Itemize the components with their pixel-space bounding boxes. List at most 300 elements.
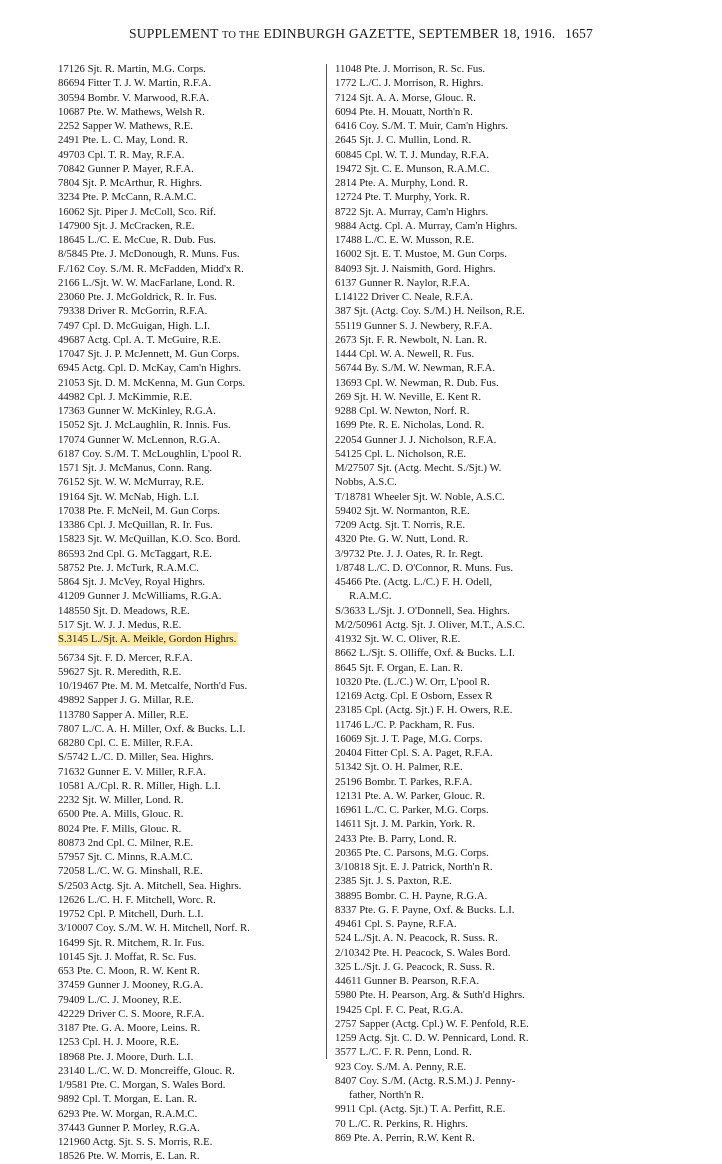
roll-entry-text: 71632 Gunner E. V. Miller, R.F.A.: [58, 765, 206, 778]
roll-entry-text: 1/9581 Pte. C. Morgan, S. Wales Bord.: [58, 1079, 226, 1091]
roll-entry-text: 7209 Actg. Sjt. T. Norris, R.E.: [335, 519, 466, 531]
roll-entry-text: 59402 Sjt. W. Normanton, R.E.: [335, 504, 470, 517]
left-entry: [58, 532, 380, 546]
left-entry: [58, 76, 380, 90]
left-entry: [58, 290, 380, 304]
right-entry: [335, 803, 657, 817]
left-entry: [58, 936, 380, 950]
left-entry: [58, 247, 380, 261]
right-entry: [335, 475, 657, 489]
right-entry: [335, 547, 657, 561]
right-entry: [335, 190, 657, 204]
roll-entry-text: 5980 Pte. H. Pearson, Arg. & Suth'd Highrs.: [335, 989, 525, 1002]
roll-entry-text: 11746 L./C. P. Packham, R. Fus.: [335, 718, 475, 731]
roll-entry-text: 3234 Pte. P. McCann, R.A.M.C.: [58, 191, 197, 204]
roll-entry-text: 3187 Pte. G. A. Moore, Leins. R.: [58, 1022, 201, 1034]
left-entry: [58, 618, 380, 632]
left-entry: [58, 105, 380, 119]
roll-entry-text: 16499 Sjt. R. Mitchem, R. Ir. Fus.: [58, 936, 205, 949]
right-entry: [335, 946, 657, 960]
left-entry: [58, 1149, 380, 1163]
right-entry: [335, 504, 657, 518]
roll-entry-text: 1571 Sjt. J. McManus, Conn. Rang.: [58, 462, 213, 474]
roll-entry-text: 7807 L./C. A. H. Miller, Oxf. & Bucks. L.I.: [58, 722, 246, 735]
roll-entry-text: 49687 Actg. Cpl. A. T. McGuire, R.E.: [58, 333, 221, 346]
roll-entry-text: 17074 Gunner W. McLennon, R.G.A.: [58, 433, 221, 446]
roll-entry-text: 79409 L./C. J. Mooney, R.E.: [58, 993, 182, 1006]
right-entry: [335, 1060, 657, 1074]
right-entry: [335, 760, 657, 774]
roll-entry-text: 30594 Bombr. V. Marwood, R.F.A.: [58, 91, 210, 104]
roll-entry-text: 20365 Pte. C. Parsons, M.G. Corps.: [335, 846, 489, 859]
roll-entry-text: L14122 Driver C. Neale, R.F.A.: [335, 291, 473, 303]
roll-entry-text: S/2503 Actg. Sjt. A. Mitchell, Sea. Highrs.: [58, 879, 242, 892]
left-entry: [58, 119, 380, 133]
roll-entry-text: 86694 Fitter T. J. W. Martin, R.F.A.: [58, 77, 212, 90]
roll-entry-text: 45466 Pte. (Actg. L./C.) F. H. Odell,: [335, 576, 493, 588]
roll-entry-text: 18526 Pte. W. Morris, E. Lan. R.: [58, 1150, 200, 1163]
left-entry: [58, 893, 380, 907]
left-entry: [58, 547, 380, 561]
roll-entry-text: 9288 Cpl. W. Newton, Norf. R.: [335, 405, 470, 417]
roll-entry-text: 1253 Cpl. H. J. Moore, R.E.: [58, 1036, 179, 1049]
roll-entry-text: 57957 Sjt. C. Minns, R.A.M.C.: [58, 851, 193, 863]
header-publication: EDINBURGH GAZETTE, SEPTEMBER 18, 1916.: [263, 26, 556, 41]
roll-entry-text: 72058 L./C. W. G. Minshall, R.E.: [58, 865, 203, 878]
left-entry: [58, 233, 380, 247]
roll-entry-text: R.A.M.C.: [349, 590, 392, 603]
roll-entry-text: 16069 Sjt. J. T. Page, M.G. Corps.: [335, 732, 483, 745]
roll-entry-text: 70842 Gunner P. Mayer, R.F.A.: [58, 162, 194, 175]
roll-entry-text: 2385 Sjt. J. S. Paxton, R.E.: [335, 875, 452, 888]
roll-entry-text: 14611 Sjt. J. M. Parkin, York. R.: [335, 818, 476, 831]
left-entry: [58, 1078, 380, 1092]
roll-entry-text: 19752 Cpl. P. Mitchell, Durh. L.I.: [58, 908, 204, 920]
left-entry: [58, 1021, 380, 1035]
right-entry: [335, 333, 657, 347]
roll-entry-text: 76152 Sjt. W. W. McMurray, R.E.: [58, 476, 204, 489]
roll-entry-text: T/18781 Wheeler Sjt. W. Noble, A.S.C.: [335, 490, 505, 503]
roll-entry-text: 2757 Sapper (Actg. Cpl.) W. F. Penfold, R.E.: [335, 1017, 529, 1030]
roll-entry-text: 8337 Pte. G. F. Payne, Oxf. & Bucks. L.I.: [335, 903, 515, 916]
roll-entry-text: 8024 Pte. F. Mills, Glouc. R.: [58, 822, 182, 835]
left-entry: [58, 822, 380, 836]
roll-entry-text: 15052 Sjt. J. McLaughlin, R. Innis. Fus.: [58, 419, 231, 432]
right-entry: [335, 219, 657, 233]
roll-entry-text: 148550 Sjt. D. Meadows, R.E.: [58, 604, 190, 617]
left-entry: [58, 148, 380, 162]
left-entry: [58, 651, 380, 665]
right-entry: [335, 105, 657, 119]
right-entry: [335, 361, 657, 375]
right-entry: [335, 532, 657, 546]
roll-entry-text: 79338 Driver R. McGorrin, R.F.A.: [58, 305, 208, 318]
roll-entry-text: 6416 Coy. S./M. T. Muir, Cam'n Highrs.: [335, 120, 509, 132]
right-entry: [335, 661, 657, 675]
roll-entry-text: 19164 Sjt. W. McNab, High. L.I.: [58, 490, 200, 503]
roll-entry-text: 3/10818 Sjt. E. J. Patrick, North'n R.: [335, 861, 493, 873]
left-entry: [58, 779, 380, 793]
left-entry: [58, 276, 380, 290]
left-entry: [58, 993, 380, 1007]
left-entry: [58, 807, 380, 821]
roll-entry-text: 1772 L./C. J. Morrison, R. Highrs.: [335, 77, 484, 90]
roll-entry-text: 56744 By. S./M. W. Newman, R.F.A.: [335, 362, 496, 375]
right-entry: [335, 404, 657, 418]
left-entry: [58, 304, 380, 318]
left-entry: [58, 347, 380, 361]
roll-entry-text: 10320 Pte. (L./C.) W. Orr, L'pool R.: [335, 675, 490, 688]
left-entry: [58, 504, 380, 518]
right-entry: [335, 746, 657, 760]
right-entry: [335, 176, 657, 190]
roll-entry-text: 7124 Sjt. A. A. Morse, Glouc. R.: [335, 91, 476, 104]
roll-entry-text: M/27507 Sjt. (Actg. Mecht. S./Sjt.) W.: [335, 462, 502, 474]
roll-entry-text: 10/19467 Pte. M. M. Metcalfe, North'd Fus.: [58, 680, 248, 692]
roll-entry-text: 387 Sjt. (Actg. Coy. S./M.) H. Neilson, R.E.: [335, 305, 525, 318]
left-entry: [58, 190, 380, 204]
left-entry: [58, 850, 380, 864]
right-entry: [335, 276, 657, 290]
left-entry: [58, 319, 380, 333]
left-entry: [58, 518, 380, 532]
left-entry: [58, 978, 380, 992]
roll-entry-text: 16002 Sjt. E. T. Mustoe, M. Gun Corps.: [335, 248, 507, 261]
left-entry: [58, 561, 380, 575]
right-entry: [335, 960, 657, 974]
roll-entry-text: S/3633 L./Sjt. J. O'Donnell, Sea. Highrs.: [335, 604, 510, 617]
left-entry: [58, 708, 380, 722]
roll-entry-text: 68280 Cpl. C. E. Miller, R.F.A.: [58, 737, 193, 749]
roll-entry-text: 37459 Gunner J. Mooney, R.G.A.: [58, 979, 204, 992]
roll-entry-text: 517 Sjt. W. J. J. Medus, R.E.: [58, 618, 182, 631]
roll-entry-text: 17038 Pte. F. McNeil, M. Gun Corps.: [58, 504, 220, 517]
right-entry: [335, 889, 657, 903]
left-entry: [58, 693, 380, 707]
right-entry: [335, 775, 657, 789]
left-entry: [58, 736, 380, 750]
roll-entry-text: Nobbs, A.S.C.: [335, 476, 397, 489]
roll-entry-text: 44611 Gunner B. Pearson, R.F.A.: [335, 975, 480, 987]
roll-entry-text: 20404 Fitter Cpl. S. A. Paget, R.F.A.: [335, 747, 493, 759]
roll-entry-text: father, North'n R.: [349, 1089, 424, 1101]
right-entry: [335, 604, 657, 618]
roll-entry-text: 18968 Pte. J. Moore, Durh. L.I.: [58, 1050, 194, 1063]
header-connector: TO THE: [221, 30, 260, 41]
left-entry: [58, 1064, 380, 1078]
roll-entry-text: 3577 L./C. F. R. Penn, Lond. R.: [335, 1046, 472, 1059]
roll-entry-text: 16062 Sjt. Piper J. McColl, Sco. Rif.: [58, 205, 216, 218]
roll-entry-text: 19425 Cpl. F. C. Peat, R.G.A.: [335, 1003, 464, 1016]
left-entry: [58, 722, 380, 736]
right-entry: [335, 91, 657, 105]
left-entry: [58, 907, 380, 921]
left-entry: [58, 62, 380, 76]
right-entry: [335, 290, 657, 304]
roll-entry-text: 8407 Coy. S./M. (Actg. R.S.M.) J. Penny-: [335, 1074, 516, 1087]
roll-entry-text: 86593 2nd Cpl. G. McTaggart, R.E.: [58, 547, 212, 560]
roll-entry-text: 84093 Sjt. J. Naismith, Gord. Highrs.: [335, 262, 496, 275]
roll-entry-text: 49703 Cpl. T. R. May, R.F.A.: [58, 148, 185, 161]
header-title: SUPPLEMENT: [129, 26, 219, 41]
right-entry: [335, 162, 657, 176]
right-entry: [335, 974, 657, 988]
left-entry: [58, 589, 380, 603]
roll-entry-text: 54125 Cpl. L. Nicholson, R.E.: [335, 447, 467, 460]
right-entry: [335, 589, 657, 603]
left-entry: [58, 1107, 380, 1121]
roll-entry-text: F./162 Coy. S./M. R. McFadden, Midd'x R.: [58, 262, 244, 275]
roll-entry-text: 7497 Cpl. D. McGuigan, High. L.I.: [58, 319, 210, 332]
right-entry: [335, 632, 657, 646]
right-entry: [335, 931, 657, 945]
roll-entry-text: 37443 Gunner P. Morley, R.G.A.: [58, 1121, 200, 1134]
roll-entry-text: 2232 Sjt. W. Miller, Lond. R.: [58, 794, 184, 806]
left-entry: [58, 133, 380, 147]
roll-entry-text: 41932 Sjt. W. C. Oliver, R.E.: [335, 633, 461, 645]
roll-entry-text: 17126 Sjt. R. Martin, M.G. Corps.: [58, 63, 206, 75]
page-number: 1657: [565, 26, 593, 41]
roll-entry-text: 6094 Pte. H. Mouatt, North'n R.: [335, 105, 473, 118]
left-entry: [58, 376, 380, 390]
left-entry: [58, 205, 380, 219]
right-entry: [335, 689, 657, 703]
left-entry: [58, 418, 380, 432]
left-entry: [58, 162, 380, 176]
roll-entry-text: 6137 Gunner R. Naylor, R.F.A.: [335, 276, 470, 289]
roll-entry-text: 58752 Pte. J. McTurk, R.A.M.C.: [58, 561, 199, 574]
left-entry: [58, 793, 380, 807]
right-entry: [335, 575, 657, 589]
left-entry: [58, 1121, 380, 1135]
roll-entry-text: 17363 Gunner W. McKinley, R.G.A.: [58, 405, 216, 417]
roll-entry-text: 6500 Pte. A. Mills, Glouc. R.: [58, 808, 184, 821]
right-entry: [335, 561, 657, 575]
left-entry: [58, 1007, 380, 1021]
roll-entry-text: 13693 Cpl. W. Newman, R. Dub. Fus.: [335, 376, 499, 389]
roll-entry-text: 653 Pte. C. Moon, R. W. Kent R.: [58, 965, 200, 977]
roll-entry-text: 80873 2nd Cpl. C. Milner, R.E.: [58, 836, 194, 849]
right-entry: [335, 447, 657, 461]
roll-entry-text: M/2/50961 Actg. Sjt. J. Oliver, M.T., A.S.C.: [335, 618, 525, 631]
roll-entry-text: 8/5845 Pte. J. McDonough, R. Muns. Fus.: [58, 248, 240, 261]
right-entry: [335, 247, 657, 261]
right-entry: [335, 732, 657, 746]
left-entry: [58, 765, 380, 779]
right-entry: [335, 789, 657, 803]
right-entry: [335, 846, 657, 860]
right-entry: [335, 319, 657, 333]
roll-entry-text: 5864 Sjt. J. McVey, Royal Highrs.: [58, 576, 206, 588]
right-entry: [335, 518, 657, 532]
left-entry: [58, 921, 380, 935]
left-entry: [58, 91, 380, 105]
left-entry: [58, 1135, 380, 1149]
right-entry: [335, 433, 657, 447]
left-entry: [58, 679, 380, 693]
left-entry: [58, 1050, 380, 1064]
roll-entry-text: 9911 Cpl. (Actg. Sjt.) T. A. Perfitt, R.E.: [335, 1103, 506, 1116]
highlighted-entry: S.3145 L./Sjt. A. Meikle, Gordon Highrs.: [58, 633, 237, 645]
roll-entry-text: 147900 Sjt. J. McCracken, R.E.: [58, 219, 195, 232]
right-entry: [335, 1131, 657, 1145]
roll-entry-text: 1259 Actg. Sjt. C. D. W. Pennicard, Lond. R.: [335, 1032, 529, 1044]
right-entry: [335, 304, 657, 318]
roll-entry-text: 38895 Bombr. C. H. Payne, R.G.A.: [335, 889, 488, 902]
left-entry: [58, 632, 380, 651]
roll-entry-text: 22054 Gunner J. J. Nicholson, R.F.A.: [335, 433, 497, 446]
right-entry: [335, 646, 657, 660]
roll-entry-text: 8722 Sjt. A. Murray, Cam'n Highrs.: [335, 205, 489, 218]
left-entry: [58, 879, 380, 893]
roll-entry-text: 4320 Pte. G. W. Nutt, Lond. R.: [335, 533, 469, 546]
right-column: [335, 62, 657, 1145]
roll-entry-text: 6293 Pte. W. Morgan, R.A.M.C.: [58, 1107, 198, 1120]
right-entry: [335, 490, 657, 504]
roll-entry-text: 18645 L./C. E. McCue, R. Dub. Fus.: [58, 234, 216, 246]
left-entry: [58, 964, 380, 978]
roll-entry-text: 2491 Pte. L. C. May, Lond. R.: [58, 134, 189, 147]
right-entry: [335, 703, 657, 717]
roll-entry-text: 10581 A./Cpl. R. R. Miller, High. L.I.: [58, 779, 221, 792]
right-entry: [335, 461, 657, 475]
left-entry: [58, 575, 380, 589]
roll-entry-text: 13386 Cpl. J. McQuillan, R. Ir. Fus.: [58, 519, 213, 531]
roll-entry-text: 1/8748 L./C. D. O'Connor, R. Muns. Fus.: [335, 561, 514, 574]
right-entry: [335, 874, 657, 888]
right-entry: [335, 675, 657, 689]
roll-entry-text: 1444 Cpl. W. A. Newell, R. Fus.: [335, 348, 475, 360]
right-entry: [335, 917, 657, 931]
right-entry: [335, 718, 657, 732]
roll-entry-text: 56734 Sjt. F. D. Mercer, R.F.A.: [58, 651, 193, 664]
left-entry: [58, 176, 380, 190]
column-divider: [326, 64, 327, 1059]
left-entry: [58, 750, 380, 764]
right-entry: [335, 817, 657, 831]
roll-entry-text: 17047 Sjt. J. P. McJennett, M. Gun Corps.: [58, 348, 240, 360]
left-entry: [58, 461, 380, 475]
left-entry: [58, 333, 380, 347]
left-entry: [58, 1035, 380, 1049]
right-entry: [335, 1017, 657, 1031]
left-entry: [58, 433, 380, 447]
right-entry: [335, 148, 657, 162]
roll-entry-text: 269 Sjt. H. W. Neville, E. Kent R.: [335, 390, 482, 403]
roll-entry-text: 524 L./Sjt. A. N. Peacock, R. Suss. R.: [335, 932, 498, 945]
roll-entry-text: 12626 L./C. H. F. Mitchell, Worc. R.: [58, 893, 216, 906]
roll-entry-text: 2673 Sjt. F. R. Newbolt, N. Lan. R.: [335, 333, 488, 346]
page-header: [0, 26, 722, 42]
right-entry: [335, 1102, 657, 1116]
right-entry: [335, 119, 657, 133]
roll-entry-text: 1699 Pte. R. E. Nicholas, Lond. R.: [335, 419, 485, 432]
left-entry: [58, 390, 380, 404]
roll-entry-text: 2645 Sjt. J. C. Mullin, Lond. R.: [335, 134, 472, 147]
roll-entry-text: 23060 Pte. J. McGoldrick, R. Ir. Fus.: [58, 291, 217, 303]
left-entry: [58, 665, 380, 679]
right-entry: [335, 262, 657, 276]
roll-entry-text: 23140 L./C. W. D. Moncreiffe, Glouc. R.: [58, 1064, 235, 1077]
right-entry: [335, 860, 657, 874]
roll-entry-text: 70 L./C. R. Perkins, R. Highrs.: [335, 1117, 468, 1130]
left-entry: [58, 219, 380, 233]
roll-entry-text: 869 Pte. A. Perrin, R.W. Kent R.: [335, 1131, 475, 1144]
left-entry: [58, 262, 380, 276]
roll-entry-text: 44982 Cpl. J. McKimmie, R.E.: [58, 390, 193, 403]
roll-entry-text: 9884 Actg. Cpl. A. Murray, Cam'n Highrs.: [335, 219, 518, 232]
right-entry: [335, 76, 657, 90]
roll-entry-text: 12131 Pte. A. W. Parker, Glouc. R.: [335, 789, 486, 802]
roll-entry-text: 10687 Pte. W. Mathews, Welsh R.: [58, 105, 205, 118]
roll-entry-text: 16961 L./C. C. Parker, M.G. Corps.: [335, 804, 489, 816]
roll-entry-text: 923 Coy. S./M. A. Penny, R.E.: [335, 1060, 467, 1073]
left-entry: [58, 836, 380, 850]
right-entry: [335, 1003, 657, 1017]
roll-entry-text: 6945 Actg. Cpl. D. McKay, Cam'n Highrs.: [58, 362, 242, 375]
left-entry: [58, 361, 380, 375]
roll-entry-text: 60845 Cpl. W. T. J. Munday, R.F.A.: [335, 148, 489, 161]
right-entry: [335, 347, 657, 361]
right-entry: [335, 1117, 657, 1131]
right-entry: [335, 1088, 657, 1102]
left-entry: [58, 475, 380, 489]
right-entry: [335, 1031, 657, 1045]
roll-entry-text: 49461 Cpl. S. Payne, R.F.A.: [335, 918, 457, 930]
right-entry: [335, 903, 657, 917]
left-entry: [58, 490, 380, 504]
right-entry: [335, 205, 657, 219]
roll-entry-text: 2433 Pte. B. Parry, Lond. R.: [335, 832, 457, 845]
roll-entry-text: 2252 Sapper W. Mathews, R.E.: [58, 120, 193, 132]
roll-entry-text: 121960 Actg. Sjt. S. S. Morris, R.E.: [58, 1136, 213, 1148]
right-entry: [335, 233, 657, 247]
left-entry: [58, 864, 380, 878]
left-entry: [58, 950, 380, 964]
roll-entry-text: 21053 Sjt. D. M. McKenna, M. Gun Corps.: [58, 376, 246, 389]
left-entry: [58, 404, 380, 418]
roll-entry-text: 2814 Pte. A. Murphy, Lond. R.: [335, 177, 469, 189]
roll-entry-text: 2166 L./Sjt. W. W. MacFarlane, Lond. R.: [58, 276, 236, 289]
roll-entry-text: 25196 Bombr. T. Parkes, R.F.A.: [335, 775, 473, 788]
right-entry: [335, 988, 657, 1002]
roll-entry-text: S/5742 L./C. D. Miller, Sea. Highrs.: [58, 751, 214, 764]
roll-entry-text: 12724 Pte. T. Murphy, York. R.: [335, 191, 470, 204]
right-entry: [335, 1074, 657, 1088]
roll-entry-text: 2/10342 Pte. H. Peacock, S. Wales Bord.: [335, 946, 511, 959]
left-column: [58, 62, 380, 1164]
roll-entry-text: 11048 Pte. J. Morrison, R. Sc. Fus.: [335, 63, 486, 75]
right-entry: [335, 418, 657, 432]
roll-entry-text: 51342 Sjt. O. H. Palmer, R.E.: [335, 761, 463, 774]
roll-entry-text: 17488 L./C. E. W. Musson, R.E.: [335, 234, 475, 246]
roll-entry-text: 3/9732 Pte. J. J. Oates, R. Ir. Regt.: [335, 547, 484, 560]
right-entry: [335, 390, 657, 404]
right-entry: [335, 133, 657, 147]
right-entry: [335, 1045, 657, 1059]
left-entry: [58, 447, 380, 461]
roll-entry-text: 10145 Sjt. J. Moffat, R. Sc. Fus.: [58, 950, 197, 963]
left-entry: [58, 1092, 380, 1106]
right-entry: [335, 832, 657, 846]
roll-entry-text: 49892 Sapper J. G. Millar, R.E.: [58, 694, 194, 707]
roll-entry-text: 8662 L./Sjt. S. Olliffe, Oxf. & Bucks. L.I.: [335, 647, 515, 660]
right-entry: [335, 62, 657, 76]
roll-entry-text: 12169 Actg. Cpl. E Osborn, Essex R: [335, 690, 493, 702]
roll-entry-text: 3/10007 Coy. S./M. W. H. Mitchell, Norf. R.: [58, 922, 250, 935]
right-entry: [335, 618, 657, 632]
roll-entry-text: 23185 Cpl. (Actg. Sjt.) F. H. Owers, R.E.: [335, 704, 513, 717]
